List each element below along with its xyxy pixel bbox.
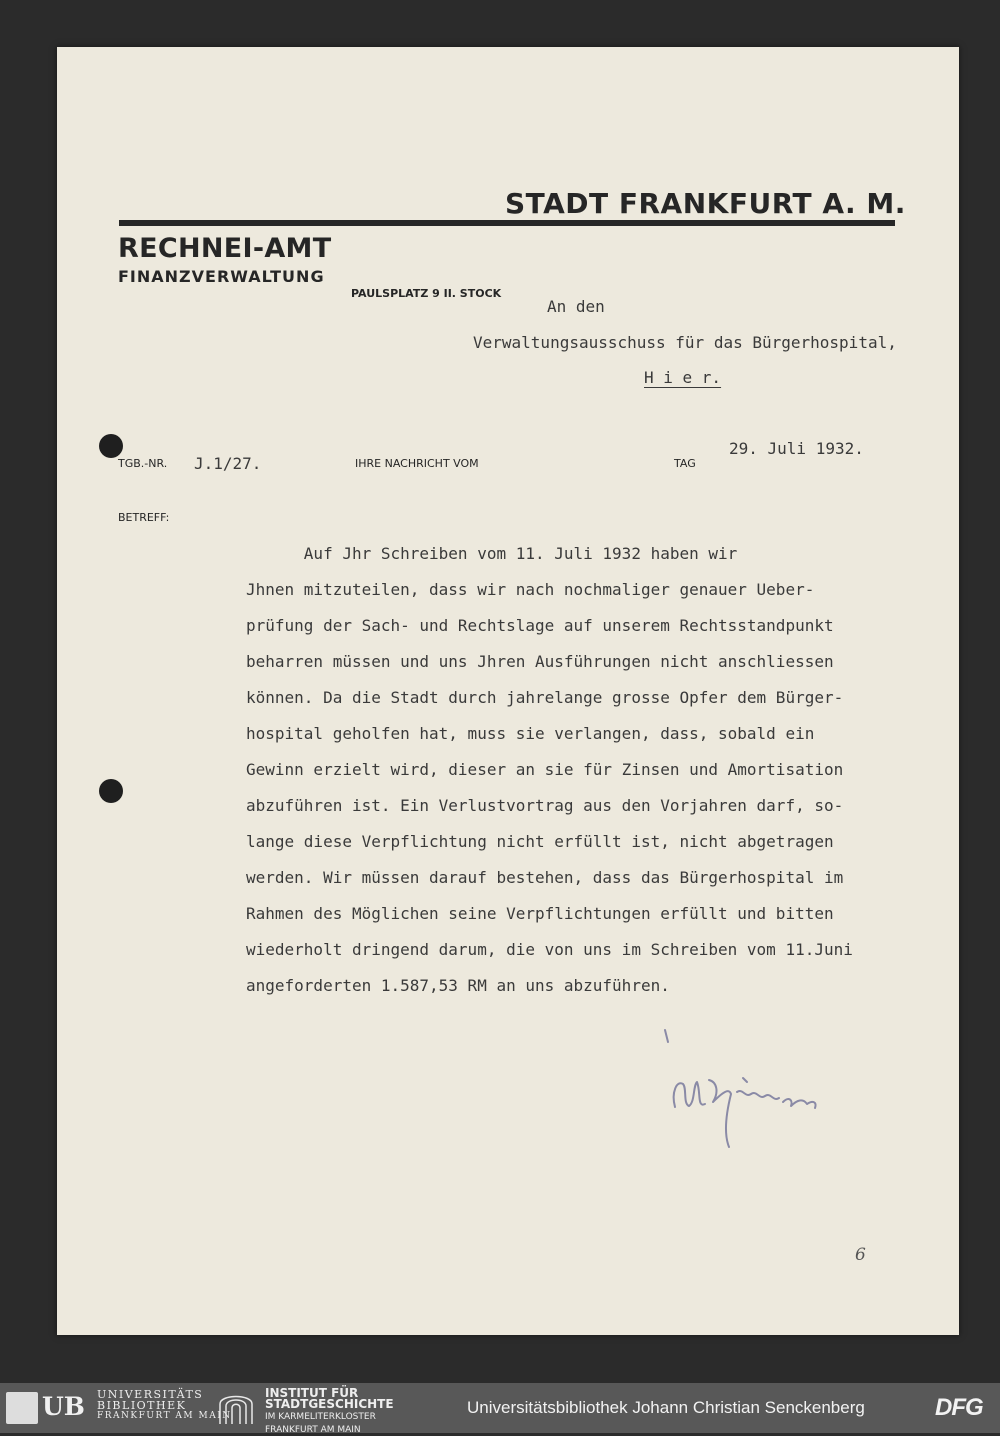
recipient-line-2: Verwaltungsausschuss für das Bürgerhospital, — [473, 333, 897, 352]
body-line: Auf Jhr Schreiben vom 11. Juli 1932 haben wir — [246, 544, 738, 563]
letter-body — [246, 536, 946, 1004]
body-line: können. Da die Stadt durch jahrelange grosse Opfer dem Bürger- — [246, 688, 844, 707]
institute-line: INSTITUT FÜR — [265, 1386, 359, 1400]
recipient-line-1: An den — [547, 297, 605, 316]
institute-line: STADTGESCHICHTE — [265, 1397, 394, 1411]
day-label: TAG — [674, 457, 696, 470]
punch-hole-top — [99, 434, 123, 458]
body-line: Gewinn erzielt wird, dieser an sie für Zinsen und Amortisation — [246, 760, 844, 779]
ub-logo-letters: UB — [42, 1392, 85, 1421]
page-number: 6 — [855, 1245, 866, 1265]
body-line: lange diese Verpflichtung nicht erfüllt ist, nicht abgetragen — [246, 832, 834, 851]
institute-line: FRANKFURT AM MAIN — [265, 1425, 361, 1435]
letterhead-address: PAULSPLATZ 9 II. STOCK — [351, 287, 502, 300]
letter-sheet — [57, 47, 959, 1335]
library-name: Universitätsbibliothek Johann Christian Senckenberg — [467, 1398, 865, 1417]
body-line: Jhnen mitzuteilen, dass wir nach nochmaliger genauer Ueber- — [246, 580, 815, 599]
body-line: abzuführen ist. Ein Verlustvortrag aus den Vorjahren darf, so- — [246, 796, 844, 815]
institute-arch-icon — [216, 1392, 256, 1424]
archive-footer — [0, 1383, 1000, 1433]
ub-name-line: UNIVERSITÄTS — [97, 1388, 204, 1401]
letterhead-department: FINANZVERWALTUNG — [118, 267, 325, 286]
tgb-value: J.1/27. — [194, 454, 262, 473]
body-line: wiederholt dringend darum, die von uns im Schreiben vom 11.Juni — [246, 940, 853, 959]
body-line: beharren müssen und uns Jhren Ausführungen nicht anschliessen — [246, 652, 834, 671]
letterhead-office: RECHNEI-AMT — [118, 233, 332, 264]
institute-line: IM KARMELITERKLOSTER — [265, 1412, 376, 1422]
dfg-logo: DFG — [935, 1394, 983, 1421]
signature — [657, 1022, 857, 1152]
letterhead-city: STADT FRANKFURT A. M. — [505, 187, 906, 220]
university-library-logo-icon — [6, 1392, 38, 1424]
body-line: hospital geholfen hat, muss sie verlangen, dass, sobald ein — [246, 724, 815, 743]
message-date-label: IHRE NACHRICHT VOM — [355, 457, 479, 470]
body-line: werden. Wir müssen darauf bestehen, dass das Bürgerhospital im — [246, 868, 844, 887]
ub-logo-name — [97, 1389, 232, 1422]
ub-name-line: BIBLIOTHEK — [97, 1399, 187, 1412]
ub-name-line: FRANKFURT AM MAIN — [97, 1411, 232, 1421]
body-line: Rahmen des Möglichen seine Verpflichtungen erfüllt und bitten — [246, 904, 834, 923]
institute-name — [265, 1388, 394, 1436]
punch-hole-bottom — [99, 779, 123, 803]
body-line: prüfung der Sach- und Rechtslage auf unserem Rechtsstandpunkt — [246, 616, 834, 635]
tgb-label: TGB.-NR. — [118, 457, 168, 470]
subject-label: BETREFF: — [118, 511, 170, 524]
letter-date: 29. Juli 1932. — [729, 439, 864, 458]
body-line: angeforderten 1.587,53 RM an uns abzuführen. — [246, 976, 670, 995]
recipient-line-3: H i e r. — [644, 368, 722, 387]
letterhead-rule — [119, 220, 895, 226]
